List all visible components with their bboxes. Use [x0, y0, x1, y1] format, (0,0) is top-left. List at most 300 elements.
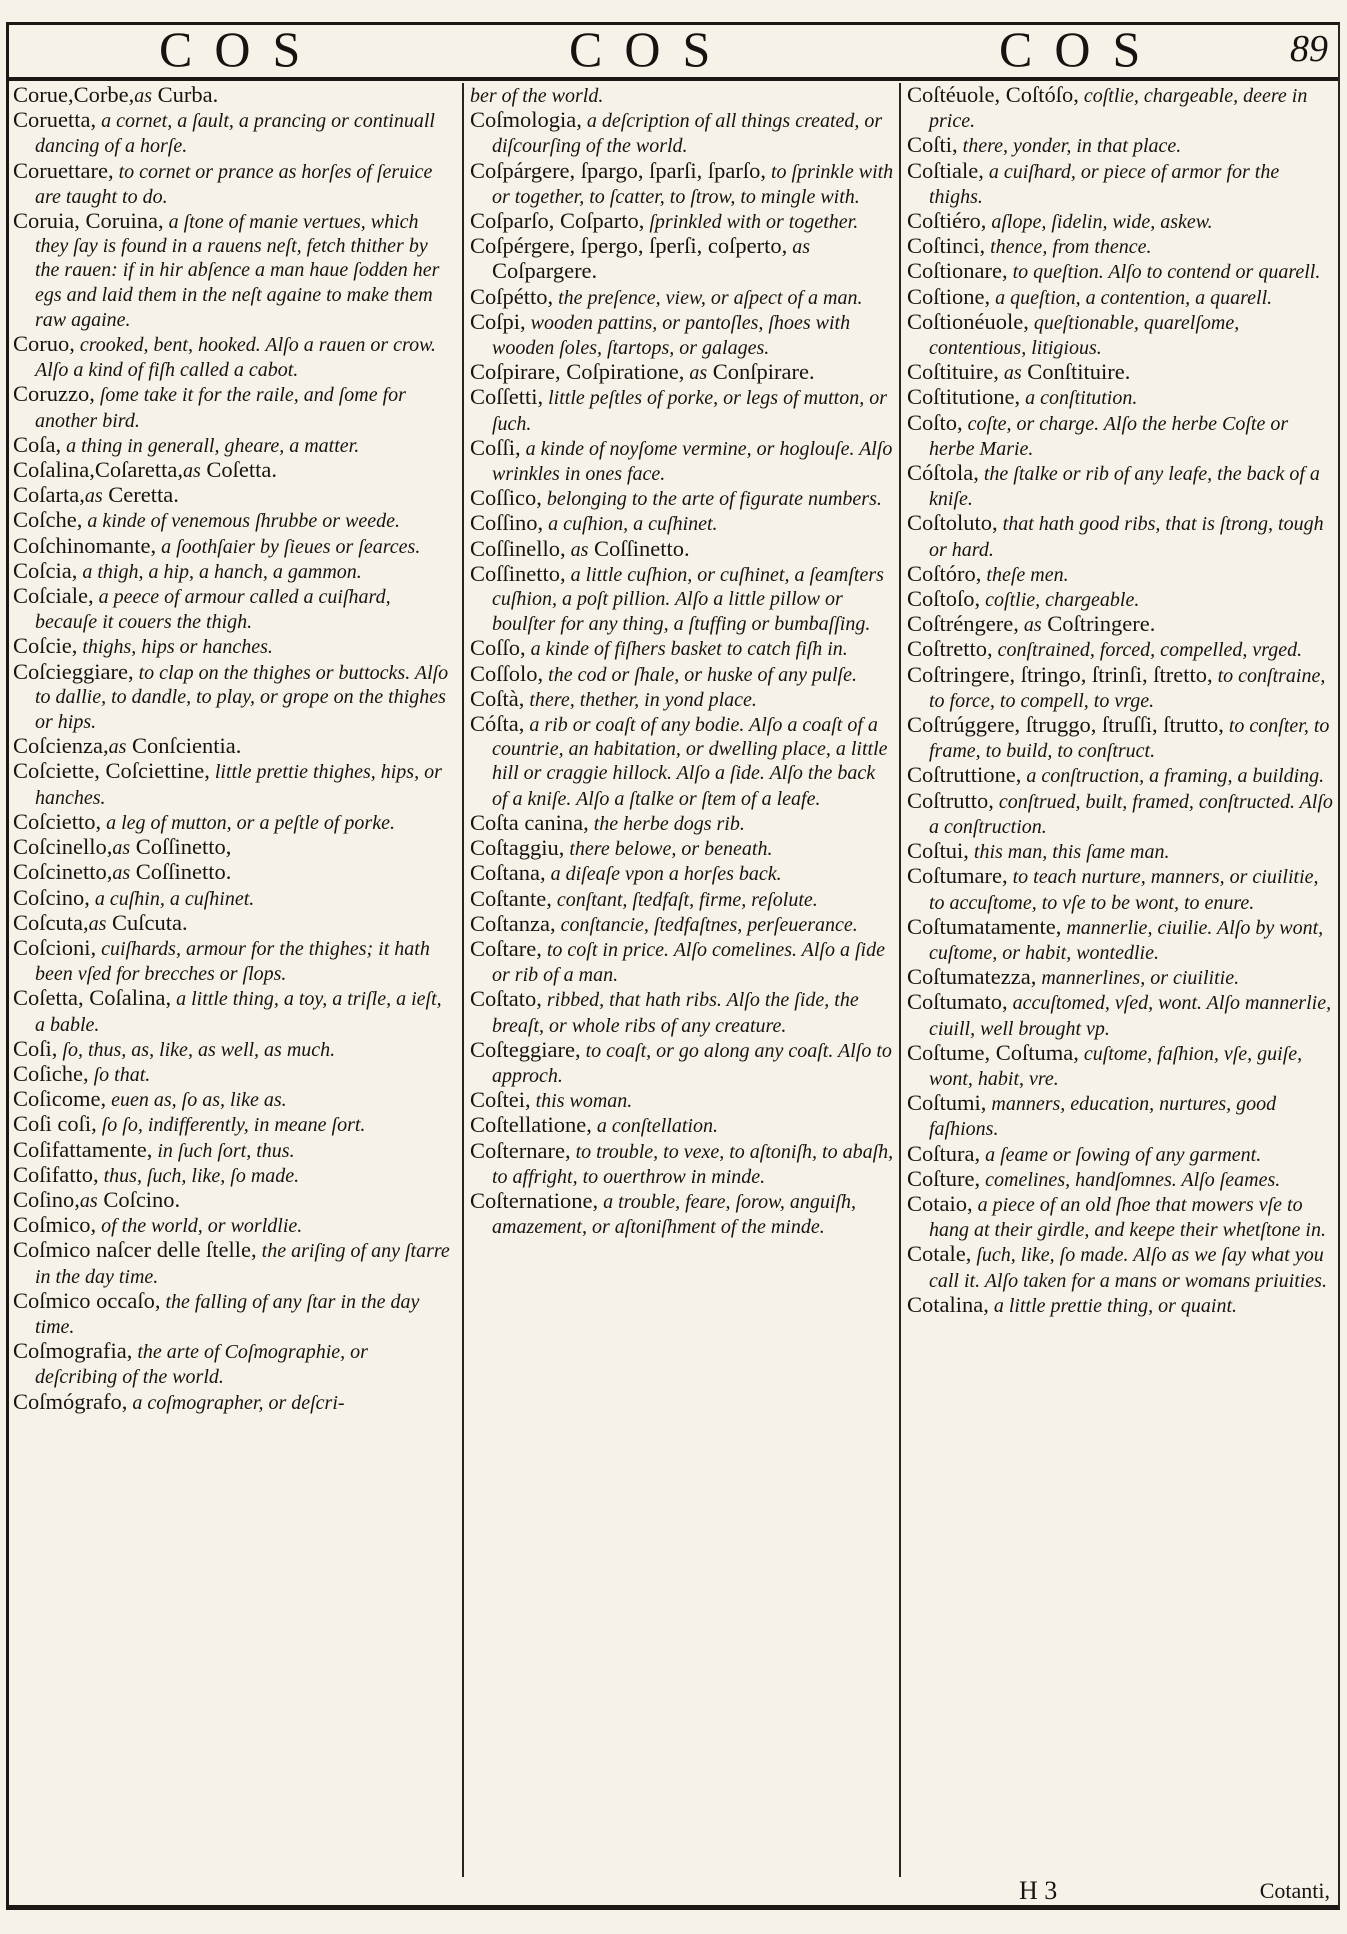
entry-crossref: Coſſinetto.	[130, 859, 232, 885]
entry-definition: a cuſhin, a cuſhinet.	[89, 887, 255, 910]
dictionary-entry	[13, 860, 450, 885]
dictionary-entry	[470, 511, 894, 536]
dictionary-entry	[13, 759, 450, 809]
entry-headword: Coſino,	[13, 1186, 80, 1212]
header-right-word: COS	[999, 21, 1163, 77]
entry-headword: Coſtà,	[470, 685, 525, 711]
entry-headword: Coſciette, Coſciettine,	[13, 758, 210, 784]
dictionary-entry	[13, 458, 450, 483]
entry-headword: Coſtato,	[470, 986, 542, 1012]
entry-headword: Coſtrutto,	[907, 787, 994, 813]
dictionary-entry	[13, 1238, 450, 1288]
entry-headword: Coſternare,	[470, 1137, 571, 1163]
entry-headword: Coſparſo, Coſparto,	[470, 208, 645, 234]
dictionary-entry	[907, 1167, 1337, 1192]
entry-definition: accuſtomed, vſed, wont. Alſo mannerlie, ciuill, well brought vp.	[929, 992, 1332, 1040]
entry-definition: the ſtalke or rib of any leafe, the back of a kniſe.	[929, 463, 1320, 511]
dictionary-entry	[470, 1038, 894, 1088]
entry-definition: a thing in generall, gheare, a matter.	[61, 434, 360, 457]
dictionary-entry	[470, 912, 894, 937]
entry-definition: ſprinkled with or together.	[644, 211, 859, 234]
entry-headword: Coſcinello,	[13, 834, 113, 860]
entry-headword: Coſtura,	[907, 1140, 981, 1166]
header-left-word: COS	[159, 21, 323, 77]
dictionary-entry	[13, 835, 450, 860]
entry-headword: Coſtumato,	[907, 989, 1008, 1015]
entry-headword: Coſture,	[907, 1165, 981, 1191]
entry-definition: aſlope, ſidelin, wide, askew.	[986, 211, 1213, 234]
entry-headword: Coſſinello,	[470, 535, 566, 561]
column-right	[899, 83, 1337, 1877]
entry-crossref: Conſtituire.	[1021, 359, 1131, 385]
entry-headword: Coſtumi,	[907, 1090, 987, 1116]
dictionary-entry	[470, 861, 894, 886]
entry-crossref: Coſcino.	[97, 1186, 181, 1212]
dictionary-entry	[470, 1113, 894, 1138]
entry-definition: as	[108, 736, 127, 759]
entry-definition: conſtrained, forced, compelled, vrged.	[992, 639, 1303, 662]
entry-headword: Coſſinetto,	[470, 560, 566, 586]
dictionary-entry	[907, 385, 1337, 410]
entry-headword: Coſarta,	[13, 482, 85, 508]
entry-headword: Coſtellatione,	[470, 1112, 592, 1138]
dictionary-entry	[470, 1189, 894, 1239]
entry-headword: Coruetta,	[13, 107, 97, 133]
dictionary-entry	[13, 382, 450, 432]
entry-headword: Coſtrúggere, ſtruggo, ſtruſſi, ſtrutto,	[907, 712, 1224, 738]
dictionary-entry	[907, 1091, 1337, 1141]
entry-definition: a coſmographer, or deſcri-	[127, 1391, 345, 1414]
dictionary-entry	[470, 712, 894, 811]
entry-headword: Coſtréngere,	[907, 611, 1019, 637]
entry-definition: a queſtion, a contention, a quarell.	[990, 286, 1273, 309]
dictionary-entry	[907, 839, 1337, 864]
entry-definition: mannerlines, or ciuilitie.	[1036, 967, 1240, 990]
dictionary-entry	[907, 133, 1337, 158]
entry-definition: a little cuſhion, or cuſhinet, a ſeamſters cuſhion, a poſt pillion. Alſo a little pillow or boulſter for any thing, a ſtuffing or bumbaſſing.	[492, 563, 884, 636]
dictionary-entry	[907, 663, 1337, 713]
entry-headword: Coſta canina,	[470, 809, 589, 835]
column-left	[13, 83, 456, 1877]
entry-crossref: Cuſcuta.	[106, 909, 188, 935]
dictionary-entry	[13, 1188, 450, 1213]
dictionary-entry	[13, 1390, 450, 1415]
running-header	[9, 21, 1338, 81]
entry-crossref: Coſpargere.	[492, 258, 598, 284]
entry-headword: Coſpétto,	[470, 283, 554, 309]
entry-headword: Coſifatto,	[13, 1161, 99, 1187]
dictionary-entry	[13, 108, 450, 158]
dictionary-entry	[13, 159, 450, 209]
dictionary-entry	[13, 810, 450, 835]
entry-headword: Coſifattamente,	[13, 1136, 153, 1162]
entry-headword: Coſpérgere, ſpergo, ſperſi, coſperto,	[470, 233, 788, 259]
entry-headword: Coſtoſo,	[907, 586, 981, 612]
entry-definition: a thigh, a hip, a hanch, a gammon.	[77, 560, 362, 583]
entry-definition: ribbed, that hath ribs. Alſo the ſide, the breaſt, or whole ribs of any creature.	[492, 989, 859, 1037]
page-footer	[9, 1877, 1338, 1905]
entry-definition: as	[787, 236, 810, 259]
dictionary-entry	[907, 461, 1337, 511]
column-middle	[462, 83, 894, 1877]
entry-definition: a cuiſhard, or piece of armor for the thighs.	[929, 160, 1280, 208]
dictionary-entry	[13, 1138, 450, 1163]
entry-definition: queſtionable, quarelſome, contentious, litigious.	[929, 311, 1240, 360]
entry-headword: Coſpárgere, ſpargo, ſparſi, ſparſo,	[470, 157, 766, 183]
entry-definition: conſtant, ſtedfaſt, firme, reſolute.	[551, 888, 818, 911]
entry-headword: Coſmografia,	[13, 1338, 133, 1364]
entry-headword: Coſcienza,	[13, 733, 109, 759]
entry-definition: a trouble, feare, ſorow, anguiſh, amazement, or aſtoniſhment of the minde.	[492, 1190, 857, 1239]
dictionary-entry	[470, 436, 894, 486]
entry-headword: Coruettare,	[13, 157, 114, 183]
entry-definition: little peſtles of porke, or legs of mutton, or ſuch.	[492, 387, 887, 435]
catchword: Cotanti,	[1259, 1878, 1330, 1903]
entry-definition: coſte, or charge. Alſo the herbe Coſte or herbe Marie.	[929, 412, 1289, 460]
entry-definition: cuſtome, faſhion, vſe, guiſe, wont, habit, vre.	[929, 1042, 1303, 1090]
entry-definition: a cornet, a ſault, a prancing or continuall dancing of a horſe.	[35, 110, 435, 158]
entry-definition: crooked, bent, hooked. Alſo a rauen or crow. Alſo a kind of fiſh called a cabot.	[35, 334, 436, 382]
dictionary-entry	[13, 936, 450, 986]
entry-definition: there belowe, or beneath.	[564, 838, 773, 861]
entry-definition: the preſence, view, or aſpect of a man.	[553, 286, 863, 309]
dictionary-entry	[470, 209, 894, 234]
entry-headword: Coſternatione,	[470, 1187, 599, 1213]
entry-headword: Coruo,	[13, 331, 75, 357]
dictionary-entry	[470, 285, 894, 310]
dictionary-entry	[907, 1041, 1337, 1091]
entry-definition: to ſprinkle with or together, to ſcatter, to ſtrow, to mingle with.	[492, 160, 894, 208]
entry-crossref: Coſtringere.	[1041, 611, 1156, 637]
entry-headword: Coſti,	[907, 132, 958, 158]
entry-definition: as	[79, 1189, 98, 1212]
entry-headword: Coſtionare,	[907, 258, 1008, 284]
dictionary-entry	[470, 385, 894, 435]
entry-headword: Coſtiéro,	[907, 208, 987, 234]
header-center-word: COS	[569, 21, 733, 77]
dictionary-entry	[470, 1088, 894, 1113]
dictionary-entry	[907, 1142, 1337, 1167]
entry-crossref: Coſſinetto,	[130, 834, 232, 860]
entry-headword: Coſſo,	[470, 635, 526, 661]
entry-definition: as	[182, 460, 201, 483]
entry-headword: Coſetta, Coſalina,	[13, 985, 172, 1011]
dictionary-entry	[13, 83, 450, 108]
dictionary-entry	[13, 1339, 450, 1389]
dictionary-entry	[470, 108, 894, 158]
entry-definition: a leg of mutton, or a peſtle of porke.	[101, 811, 395, 834]
entry-headword: Coſtaggiu,	[470, 835, 565, 861]
dictionary-entry	[470, 562, 894, 637]
entry-definition: a little thing, a toy, a triſle, a ieſt, a bable.	[35, 988, 442, 1036]
entry-headword: Coſtanza,	[470, 910, 556, 936]
entry-headword: Coſtinci,	[907, 233, 986, 259]
entry-definition: thus, ſuch, like, ſo made.	[98, 1164, 300, 1187]
entry-definition: ſo ſo, indifferently, in meane ſort.	[96, 1114, 366, 1137]
dictionary-entry	[470, 836, 894, 861]
dictionary-entry	[13, 332, 450, 382]
entry-definition: ſo that.	[88, 1063, 151, 1086]
dictionary-entry	[470, 1139, 894, 1189]
dictionary-entry	[13, 1037, 450, 1062]
dictionary-entry	[907, 411, 1337, 461]
entry-headword: Coſſico,	[470, 485, 542, 511]
dictionary-entry	[13, 534, 450, 559]
entry-definition: a piece of an old ſhoe that mowers vſe to hang at their girdle, and keepe their whetſtone in.	[929, 1193, 1326, 1242]
entry-definition: as	[112, 862, 131, 885]
dictionary-entry	[470, 537, 894, 562]
dictionary-entry	[907, 310, 1337, 360]
entry-headword: Coſchinomante,	[13, 532, 157, 558]
entry-headword: Coſtare,	[470, 935, 542, 961]
dictionary-entry	[13, 433, 450, 458]
dictionary-entry	[907, 763, 1337, 788]
entry-headword: Coſche,	[13, 507, 83, 533]
entry-definition: the cod or ſhale, or huske of any pulſe.	[543, 663, 857, 686]
entry-crossref: Ceretta.	[102, 482, 179, 508]
entry-definition: there, thether, in yond place.	[524, 688, 757, 711]
entry-definition: to conſtraine, to force, to compell, to vrge.	[929, 664, 1326, 712]
entry-headword: Coſto,	[907, 409, 963, 435]
entry-definition: the arte of Coſmographie, or deſcribing of the world.	[35, 1341, 368, 1389]
entry-definition: a kinde of fiſhers basket to catch fiſh in.	[525, 638, 848, 661]
dictionary-entry	[907, 1293, 1337, 1318]
entry-definition: ſo, thus, as, like, as well, as much.	[57, 1038, 336, 1061]
dictionary-entry	[470, 636, 894, 661]
dictionary-entry	[470, 234, 894, 284]
dictionary-entry	[470, 887, 894, 912]
entry-headword: Coſcietto,	[13, 808, 102, 834]
entry-definition: ſome take it for the raile, and ſome for another bird.	[35, 384, 406, 432]
entry-definition: this man, this ſame man.	[968, 841, 1170, 864]
entry-headword: Coſmico occaſo,	[13, 1287, 161, 1313]
entry-headword: Cotaio,	[907, 1190, 973, 1216]
dictionary-entry	[907, 789, 1337, 839]
entry-definition: a cuſhion, a cuſhinet.	[543, 513, 718, 536]
entry-crossref: Conſcientia.	[126, 733, 242, 759]
entry-definition: as	[565, 538, 589, 561]
entry-definition: ſuch, like, ſo made. Alſo as we ſay what you call it. Alſo taken for a mans or womans priuities.	[929, 1244, 1327, 1292]
entry-headword: Coſcino,	[13, 884, 90, 910]
entry-definition: euen as, ſo as, like as.	[106, 1089, 287, 1112]
entry-headword: Coſiche,	[13, 1060, 89, 1086]
entry-crossref: Coſetta.	[200, 457, 277, 483]
dictionary-entry	[13, 209, 450, 332]
entry-headword: Coſcia,	[13, 557, 78, 583]
entry-headword: Coſtituire,	[907, 359, 999, 385]
dictionary-entry	[13, 886, 450, 911]
dictionary-entry	[13, 508, 450, 533]
entry-definition: to coſt in price. Alſo comelines. Alſo a ſide or rib of a man.	[492, 938, 885, 987]
entry-definition: as	[88, 912, 107, 935]
entry-headword: Coſtóro,	[907, 560, 982, 586]
entry-definition: the ariſing of any ſtarre in the day time.	[35, 1240, 450, 1288]
dictionary-entry	[470, 310, 894, 360]
dictionary-entry	[907, 159, 1337, 209]
entry-definition: a ſtone of manie vertues, which they ſay is found in a rauens neſt, fetch thither by the rauen: if in hir abſence a man haue ſodden her egs and laid them in the neſt againe to make them raw againe.	[35, 211, 440, 331]
entry-headword: Coſtringere, ſtringo, ſtrinſi, ſtretto,	[907, 661, 1213, 687]
dictionary-entry	[470, 987, 894, 1037]
entry-definition: a conſtitution.	[1020, 387, 1138, 410]
entry-headword: Coſmologia,	[470, 107, 582, 133]
entry-headword: Coſtumatamente,	[907, 913, 1062, 939]
entry-headword: Coſteggiare,	[470, 1036, 581, 1062]
dictionary-entry	[907, 915, 1337, 965]
entry-headword: Coſcuta,	[13, 909, 89, 935]
entry-headword: Coſtoluto,	[907, 510, 998, 536]
entry-headword: Cotale,	[907, 1241, 972, 1267]
entry-definition: a diſeaſe vpon a horſes back.	[545, 863, 782, 886]
entry-definition: a kinde of noyſome vermine, or hoglouſe. Alſo wrinkles in ones face.	[492, 437, 893, 486]
dictionary-entry	[907, 637, 1337, 662]
entry-headword: Coſtume, Coſtuma,	[907, 1039, 1079, 1065]
dictionary-entry	[907, 713, 1337, 763]
dictionary-entry	[907, 1242, 1337, 1292]
dictionary-entry	[13, 660, 450, 735]
dictionary-entry	[907, 259, 1337, 284]
entry-headword: Coſſino,	[470, 510, 544, 536]
dictionary-entry	[13, 634, 450, 659]
entry-definition: conſtancie, ſtedfaſtnes, perſeuerance.	[555, 913, 858, 936]
dictionary-entry	[907, 990, 1337, 1040]
entry-definition: wooden pattins, or pantoſles, ſhoes with wooden ſoles, ſtartops, or galages.	[492, 311, 851, 360]
entry-definition: mannerlie, ciuilie. Alſo by wont, cuſtome, or habit, wontedlie.	[929, 916, 1324, 964]
entry-headword: Coſcioni,	[13, 934, 97, 960]
dictionary-entry	[907, 1192, 1337, 1242]
entry-crossref: Coſſinetto.	[588, 535, 690, 561]
entry-definition: as	[684, 362, 708, 385]
entry-definition: as	[1018, 614, 1042, 637]
entry-headword: Coſcieggiare,	[13, 658, 134, 684]
entry-headword: Coſtitutione,	[907, 384, 1021, 410]
entry-headword: Cotalina,	[907, 1291, 989, 1317]
entry-headword: Coſſi,	[470, 434, 521, 460]
dictionary-entry	[13, 911, 450, 936]
entry-headword: Coſtumatezza,	[907, 964, 1037, 990]
dictionary-entry	[907, 562, 1337, 587]
entry-headword: Cóſtola,	[907, 460, 979, 486]
page-number: 89	[1290, 28, 1328, 70]
entry-headword: Coſtretto,	[907, 636, 993, 662]
dictionary-entry	[907, 234, 1337, 259]
entry-definition: as	[134, 85, 153, 107]
dictionary-entry	[13, 1289, 450, 1339]
entry-headword: Coſpirare, Coſpiratione,	[470, 359, 685, 385]
entry-definition: ber of the world.	[470, 85, 604, 107]
entry-definition: as	[84, 485, 103, 508]
entry-headword: Coſmico naſcer delle ſtelle,	[13, 1237, 257, 1263]
entry-definition: a kinde of venemous ſhrubbe or weede.	[82, 510, 401, 533]
entry-headword: Coſſolo,	[470, 660, 544, 686]
entry-definition: to cornet or prance as horſes of ſeruice are taught to do.	[35, 160, 433, 208]
dictionary-entry	[470, 662, 894, 687]
entry-headword: Coſſetti,	[470, 384, 544, 410]
dictionary-entry	[13, 986, 450, 1036]
entry-definition: a ſeame or ſowing of any garment.	[980, 1143, 1262, 1166]
entry-definition: there, yonder, in that place.	[957, 135, 1182, 158]
entry-headword: Coſalina,Coſaretta,	[13, 457, 183, 483]
entry-definition: of the world, or worldlie.	[96, 1215, 303, 1238]
entry-headword: Coſtana,	[470, 860, 546, 886]
entry-definition: manners, education, nurtures, good faſhions.	[929, 1093, 1277, 1141]
entry-definition: a deſcription of all things created, or diſcourſing of the world.	[492, 110, 883, 158]
entry-definition: in ſuch ſort, thus.	[152, 1139, 295, 1162]
entry-definition: thighs, hips or hanches.	[77, 636, 273, 659]
entry-headword: Cóſta,	[470, 711, 525, 737]
entry-headword: Coſpi,	[470, 308, 526, 334]
entry-headword: Coſi,	[13, 1035, 58, 1061]
entry-definition: a rib or coaſt of any bodie. Alſo a coaſt of a countrie, an habitation, or dwelling place, a little hill or craggie hillock. Alſo a ſide. Alſo the back of a kniſe. Alſo a ſtalke or ſtem of a leafe.	[492, 714, 888, 810]
entry-headword: Coſtui,	[907, 838, 969, 864]
entry-definition: to clap on the thighes or buttocks. Alſo to dallie, to dandle, to play, or grope on the thighes or hips.	[35, 661, 449, 734]
dictionary-entry	[470, 83, 894, 108]
dictionary-entry	[13, 1213, 450, 1238]
entry-definition: theſe men.	[981, 563, 1069, 586]
entry-headword: Coſtiale,	[907, 157, 984, 183]
dictionary-entry	[907, 285, 1337, 310]
entry-definition: thence, from thence.	[985, 236, 1152, 259]
entry-definition: comelines, handſomnes. Alſo ſeames.	[980, 1168, 1281, 1191]
entry-definition: the herbe dogs rib.	[588, 812, 745, 835]
entry-definition: little prettie thighes, hips, or hanches.	[35, 761, 442, 809]
dictionary-entry	[907, 965, 1337, 990]
dictionary-entry	[13, 1062, 450, 1087]
signature-mark: H 3	[1019, 1876, 1058, 1905]
entry-headword: Coſcinetto,	[13, 859, 113, 885]
entry-headword: Coſtione,	[907, 283, 991, 309]
entry-definition: to coaſt, or go along any coaſt. Alſo to approch.	[492, 1039, 892, 1087]
dictionary-entry	[470, 687, 894, 712]
dictionary-entry	[907, 511, 1337, 561]
entry-definition: cuiſhards, armour for the thighes; it hath been vſed for brecches or ſlops.	[35, 937, 430, 986]
entry-definition: a little prettie thing, or quaint.	[988, 1294, 1237, 1317]
dictionary-entry	[13, 584, 450, 634]
entry-headword: Coſciale,	[13, 583, 94, 609]
entry-definition: to teach nurture, manners, or ciuilitie, to accuſtome, to vſe to be wont, to enure.	[929, 866, 1319, 914]
entry-definition: a peece of armour called a cuiſhard, becauſe it couers the thigh.	[35, 586, 391, 634]
dictionary-entry	[470, 811, 894, 836]
entry-definition: this woman.	[530, 1090, 633, 1113]
dictionary-entry	[907, 360, 1337, 385]
dictionary-entry	[13, 1087, 450, 1112]
entry-definition: as	[998, 362, 1022, 385]
dictionary-entry	[907, 587, 1337, 612]
entry-crossref: Conſpirare.	[707, 359, 815, 385]
dictionary-entry	[907, 612, 1337, 637]
entry-headword: Coſtruttione,	[907, 762, 1022, 788]
entry-definition: coſtlie, chargeable, deere in price.	[929, 85, 1308, 133]
entry-headword: Coſtante,	[470, 885, 552, 911]
dictionary-entry	[13, 559, 450, 584]
dictionary-entry	[907, 209, 1337, 234]
dictionary-entry	[13, 1112, 450, 1137]
dictionary-entry	[470, 360, 894, 385]
entry-headword: Coruia, Coruina,	[13, 208, 164, 234]
dictionary-entry	[470, 486, 894, 511]
entry-crossref: Curba.	[152, 83, 219, 107]
entry-headword: Coſa,	[13, 431, 62, 457]
entry-definition: a conſtruction, a framing, a building.	[1021, 765, 1325, 788]
entry-definition: to queſtion. Alſo to contend or quarell.	[1007, 261, 1321, 284]
entry-definition: that hath good ribs, that is ſtrong, tough or hard.	[929, 513, 1324, 561]
entry-definition: conſtrued, built, framed, conſtructed. Alſo a conſtruction.	[929, 790, 1333, 838]
dictionary-entry	[13, 734, 450, 759]
entry-definition: as	[112, 837, 131, 860]
entry-headword: Coſicome,	[13, 1086, 107, 1112]
entry-headword: Coſtei,	[470, 1087, 531, 1113]
entry-definition: to conſter, to frame, to build, to conſtruct.	[929, 715, 1330, 763]
entry-headword: Coſtumare,	[907, 863, 1008, 889]
